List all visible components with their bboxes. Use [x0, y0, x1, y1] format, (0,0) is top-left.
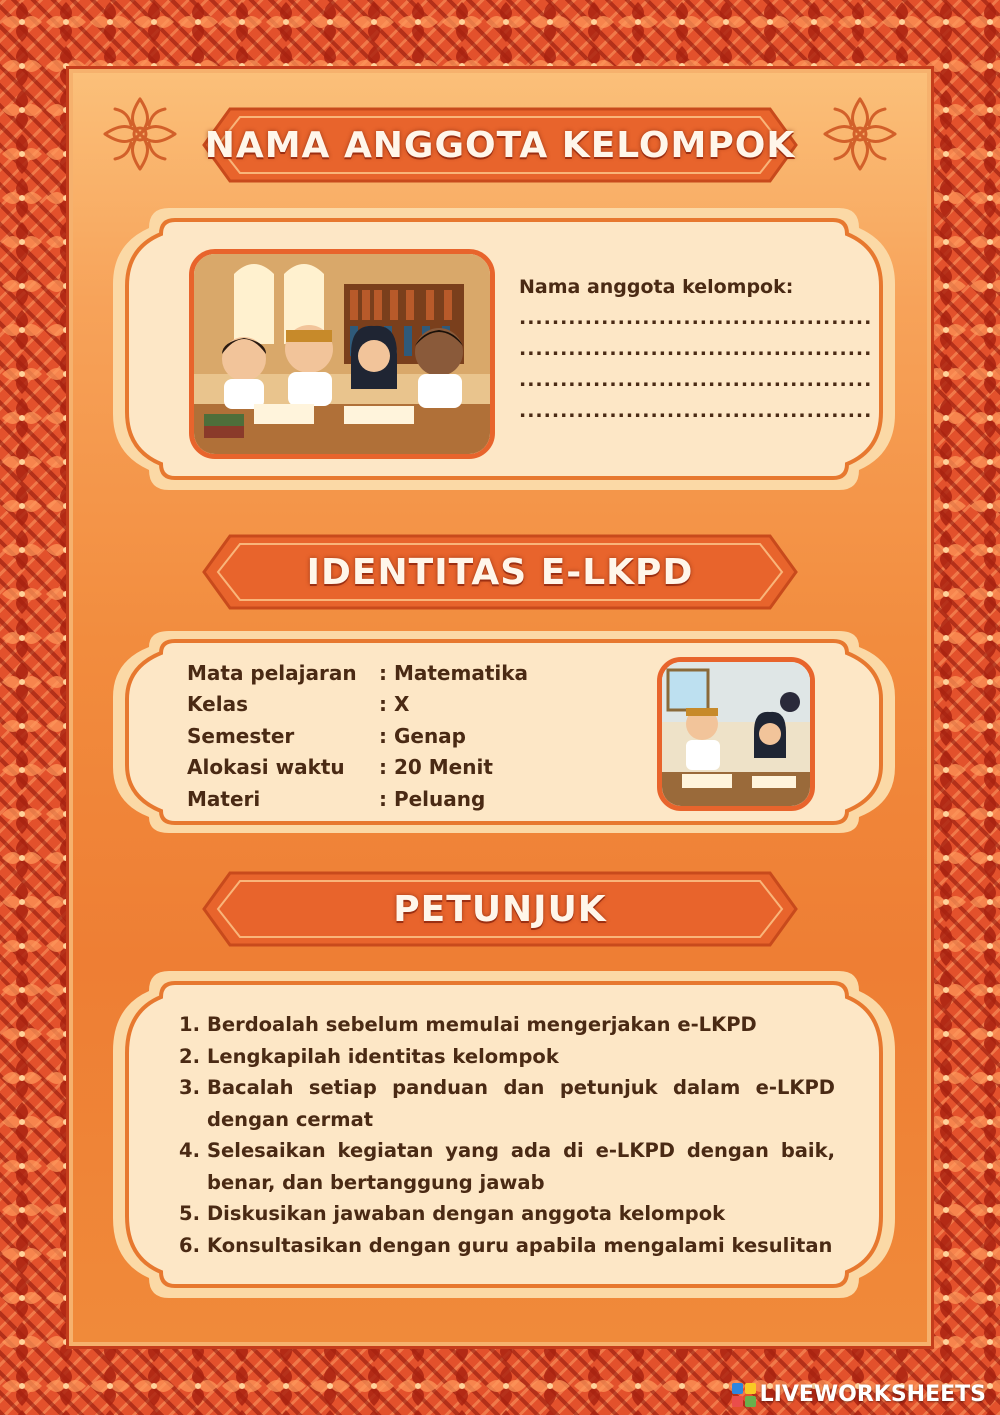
instruction-text: Selesaikan kegiatan yang ada di e-LKPD dengan baik, benar, dan bertanggung jawab — [207, 1139, 835, 1194]
instruction-text: Lengkapilah identitas kelompok — [207, 1044, 559, 1068]
identity-row-semester — [187, 720, 587, 752]
students-library-illustration — [189, 249, 495, 459]
members-banner — [200, 105, 800, 185]
identity-row-subject — [187, 657, 587, 689]
instruction-text: Berdoalah sebelum memulai mengerjakan e-LKPD — [207, 1013, 757, 1036]
instruction-text: Bacalah setiap panduan dan petunjuk dalam e-LKPD dengan cermat — [207, 1076, 835, 1131]
identity-key: Semester — [187, 723, 295, 748]
members-panel — [109, 204, 899, 494]
floral-ornament-icon — [815, 89, 905, 179]
identity-key: Materi — [187, 786, 261, 811]
brand-name: LIVEWORKSHEETS — [759, 1382, 986, 1407]
instruction-number: 3. — [179, 1076, 200, 1099]
instruction-number: 5. — [179, 1202, 200, 1225]
identity-key: Mata pelajaran — [187, 660, 357, 685]
instruction-item — [179, 1230, 835, 1262]
instruction-number: 4. — [179, 1139, 200, 1162]
instruction-number: 1. — [179, 1013, 200, 1036]
member-name-line-4[interactable]: ........................................... — [519, 400, 873, 422]
instructions-panel — [109, 967, 899, 1302]
members-label: Nama anggota kelompok: — [519, 276, 794, 298]
identity-banner — [200, 532, 800, 612]
identity-value: : 20 Menit — [379, 755, 493, 780]
identity-value: : Matematika — [379, 660, 529, 685]
member-name-line-3[interactable]: ........................................... — [519, 369, 873, 391]
instruction-text: Diskusikan jawaban dengan anggota kelompok — [207, 1202, 726, 1225]
identity-panel — [109, 627, 899, 837]
instruction-item — [179, 1072, 835, 1135]
instruction-item — [179, 1198, 835, 1230]
instructions-list — [179, 1009, 835, 1261]
floral-ornament-icon — [95, 89, 185, 179]
instruction-number: 2. — [179, 1044, 200, 1068]
identity-key: Alokasi waktu — [187, 755, 345, 780]
identity-row-material — [187, 783, 587, 815]
identity-row-class — [187, 689, 587, 721]
instruction-number: 6. — [179, 1233, 200, 1257]
identity-value: : Peluang — [379, 786, 486, 811]
page-content-area — [66, 66, 934, 1349]
liveworksheets-brand[interactable] — [732, 1382, 986, 1407]
instructions-title: PETUNJUK — [393, 888, 607, 930]
instruction-item — [179, 1041, 835, 1073]
identity-key: Kelas — [187, 692, 248, 717]
member-name-line-1[interactable]: ........................................... — [519, 307, 873, 329]
instruction-item — [179, 1009, 835, 1041]
instructions-banner — [200, 869, 800, 949]
liveworksheets-logo-icon — [732, 1383, 756, 1407]
member-name-line-2[interactable]: ........................................... — [519, 338, 873, 360]
instruction-text: Konsultasikan dengan guru apabila mengalami kesulitan — [207, 1233, 833, 1257]
instruction-item — [179, 1135, 835, 1198]
identity-row-time — [187, 752, 587, 784]
identity-value: : X — [379, 692, 410, 717]
identity-title: IDENTITAS E-LKPD — [306, 551, 694, 593]
students-classroom-illustration — [657, 657, 815, 811]
members-title: NAMA ANGGOTA KELOMPOK — [204, 124, 796, 166]
identity-value: : Genap — [379, 723, 466, 748]
